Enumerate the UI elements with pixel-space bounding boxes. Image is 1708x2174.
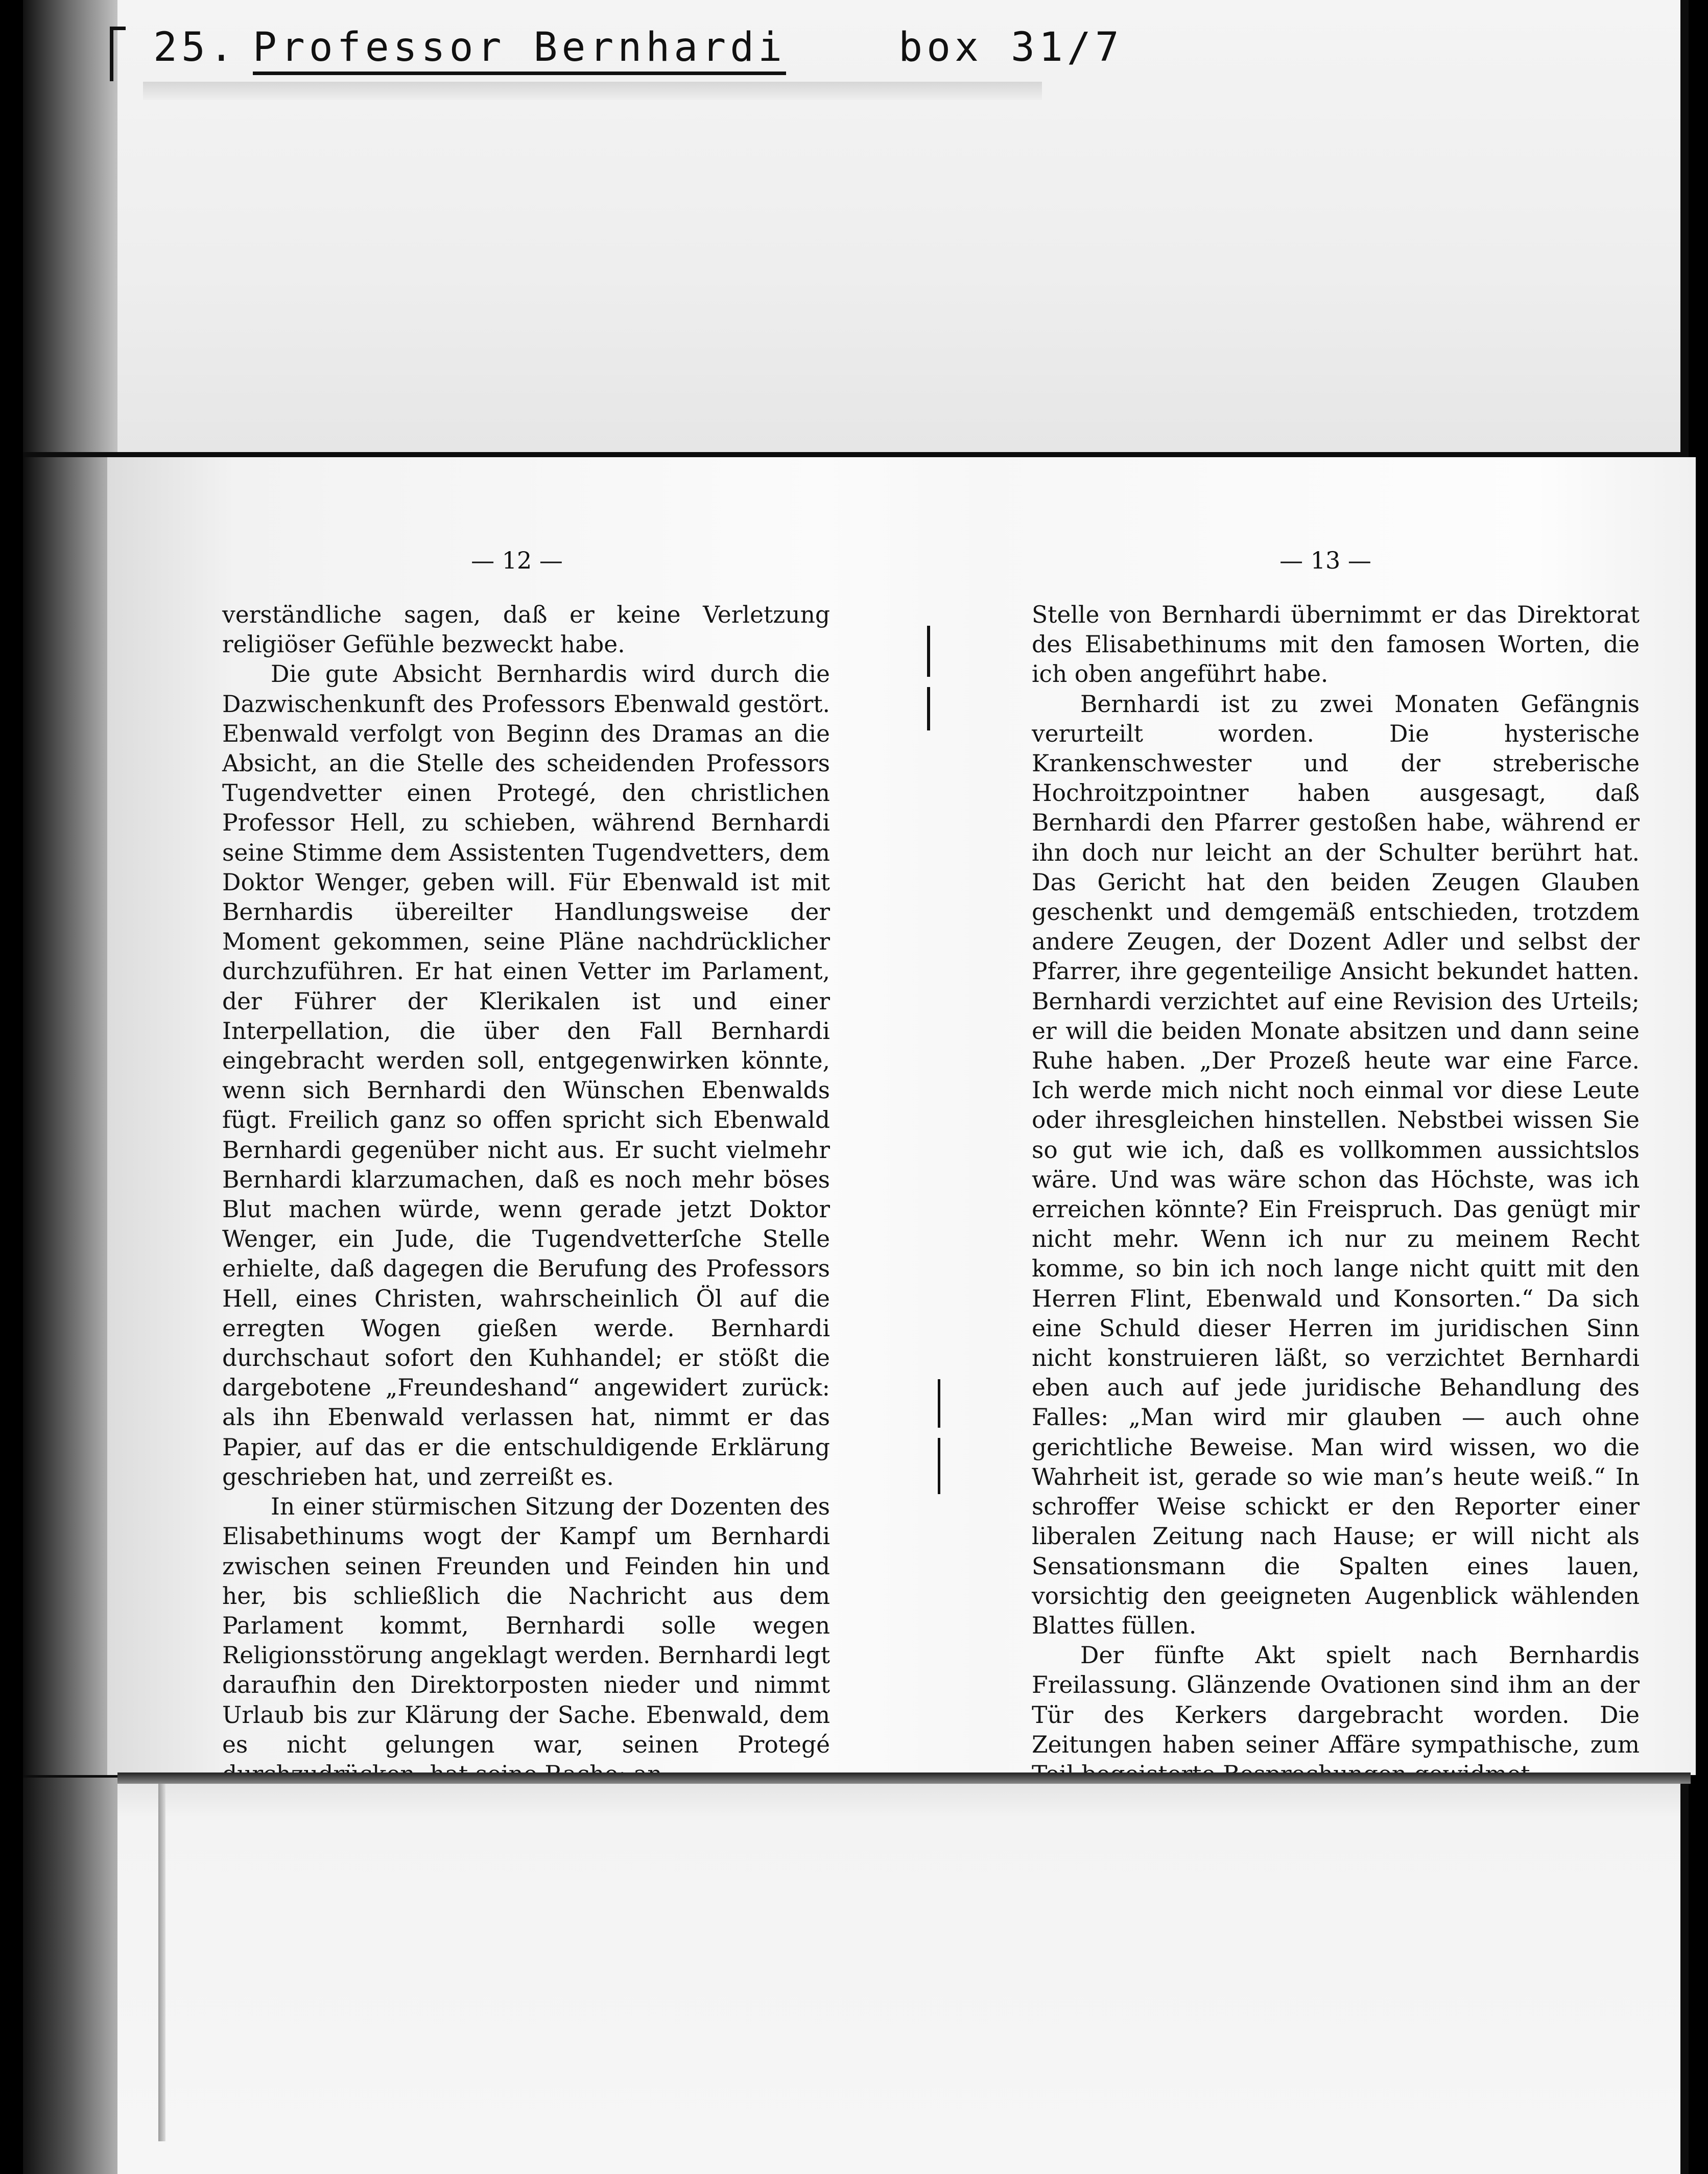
page-left-shadow	[23, 457, 115, 1775]
lower-card	[117, 1778, 1680, 2174]
label-number: 25.	[153, 25, 238, 70]
paragraph: Die gute Absicht Bernhardis wird durch die Dazwischenkunft des Professors Ebenwald gestört. Ebenwald verfolgt von Beginn des Dramas an die Absicht, an die Stelle des scheidenden Professors Tugendvetter einen Protegé, den christlichen Professor Hell, zu schieben, während Bernhardi seine Stimme dem Assistenten Tugendvetters, dem Doktor Wenger, geben will. Für Ebenwald ist mit Bernhardis übereilter Handlungsweise der Moment gekommen, seine Pläne nachdrücklicher durchzuführen. Er hat einen Vetter im Parlament, der Führer der Klerikalen ist und einer Interpellation, die über den Fall Bernhardi eingebracht werden soll, entgegenwirken könnte, wenn sich Bernhardi den Wünschen Ebenwalds fügt. Freilich ganz so offen spricht sich Ebenwald Bernhardi gegenüber nicht aus. Er sucht vielmehr Bernhardi klarzumachen, daß es noch mehr böses Blut machen würde, wenn gerade jetzt Doktor Wenger, ein Jude, die Tugendvetterſche Stelle erhielte, daß dagegen die Berufung des Professors Hell, eines Christen, wahrscheinlich Öl auf die erregten Wogen gießen werde. Bernhardi durchschaut sofort den Kuhhandel; er stößt die dargebotene „Freundeshand“ angewidert zurück: als ihn Ebenwald verlassen hat, nimmt er das Papier, auf das er die entschuldigende Erklärung geschrieben hat, und zerreißt es.	[222, 660, 830, 1491]
lower-card-fold	[158, 1784, 165, 2141]
page-number-left: — 12 —	[471, 547, 563, 574]
paragraph: In einer stürmischen Sitzung der Dozenten des Elisabethinums wogt der Kampf um Bernhardi zwischen seinen Freunden und Feinden hin und her, bis schließlich die Nachricht aus dem Parlament kommt, Bernhardi solle wegen Religionsstörung angeklagt werden. Bernhardi legt daraufhin den Direktorposten nieder und nimmt Urlaub bis zur Klärung der Sache. Ebenwald, dem es nicht gelungen war, seinen Protegé	[222, 1493, 830, 1758]
paragraph: Bernhardi ist zu zwei Monaten Gefängnis verurteilt worden. Die hysterische Krankenschwester und der streberische Hochroitzpointner haben ausgesagt, daß Bernhardi den Pfarrer gestoßen habe, während er ihn doch nur leicht an der Schulter berührt hat. Das Gericht hat den beiden Zeugen Glauben geschenkt und demgemäß entschieden, trotzdem andere Zeugen, der Dozent Adler und selbst der Pfarrer, ihre gegenteilige Ansicht bekundet hatten. Bernhardi verzichtet auf eine Revision des Urteils; er will die beiden Monate absitzen und dann seine Ruhe haben. „Der Prozeß heute war eine Farce. Ich werde mich nicht noch einmal vor diese Leute oder ihresgleichen hinstellen. Nebstbei wissen Sie so gut wie ich, daß es vollkommen aussichtslos wäre. Und was wäre schon das Höchste, was ich erreichen könnte? Ein Freispruch. Das genügt mir nicht mehr. Wenn ich nur zu meinem Recht komme, so bin ich noch lange nicht quitt mit den Herren Flint, Ebenwald und Konsorten.“ Da sich eine Schuld dieser Herren im juridischen Sinn nicht konstruieren läßt, so verzichtet Bernhardi eben auch auf jede juridische Behandlung des Falles: „Man wird mir glauben — auch ohne gerichtliche Beweise. Man wird wissen, wo die Wahrheit ist, gerade so wie man’s heute weiß.“ In schroffer Weise schickt er den Reporter einer liberalen Zeitung nach Hause; er will nicht als Sensationsmann die Spalten eines lauen, vorsichtig den geeigneten Augenblick wählenden Blattes füllen.	[1032, 690, 1640, 1639]
gutter-mark	[938, 1379, 940, 1428]
page-left-text	[222, 600, 830, 1789]
gutter-mark	[927, 626, 930, 677]
archive-label	[153, 25, 1123, 75]
paragraph: verständliche sagen, daß er keine Verletzung religiöser Gefühle bezweckt habe.	[222, 601, 830, 658]
label-tape-strip	[143, 82, 1042, 100]
label-title: Professor Bernhardi	[253, 25, 786, 75]
page-number-right: — 13 —	[1279, 547, 1371, 574]
paragraph: Stelle von Bernhardi übernimmt er das Direktorat des Elisabethinums mit den famosen Worten, die ich oben angeführt habe.	[1032, 601, 1640, 688]
paragraph: Der fünfte Akt spielt nach Bernhardis Freilassung. Glänzende Ovationen sind ihm an der Tür des Kerkers dargebracht worden. Die Zeitungen haben seiner Affäre sympathische, zum	[1032, 1642, 1640, 1758]
scan-edge-left	[0, 0, 23, 2174]
gutter-mark	[938, 1438, 940, 1494]
lower-card-edge	[117, 1773, 1691, 1784]
label-bracket-mark	[110, 27, 126, 81]
lower-card-shadow	[23, 1778, 125, 2174]
gutter-mark	[927, 687, 930, 730]
page-right-text	[1032, 600, 1640, 1789]
label-box-reference: box 31/7	[898, 25, 1123, 70]
